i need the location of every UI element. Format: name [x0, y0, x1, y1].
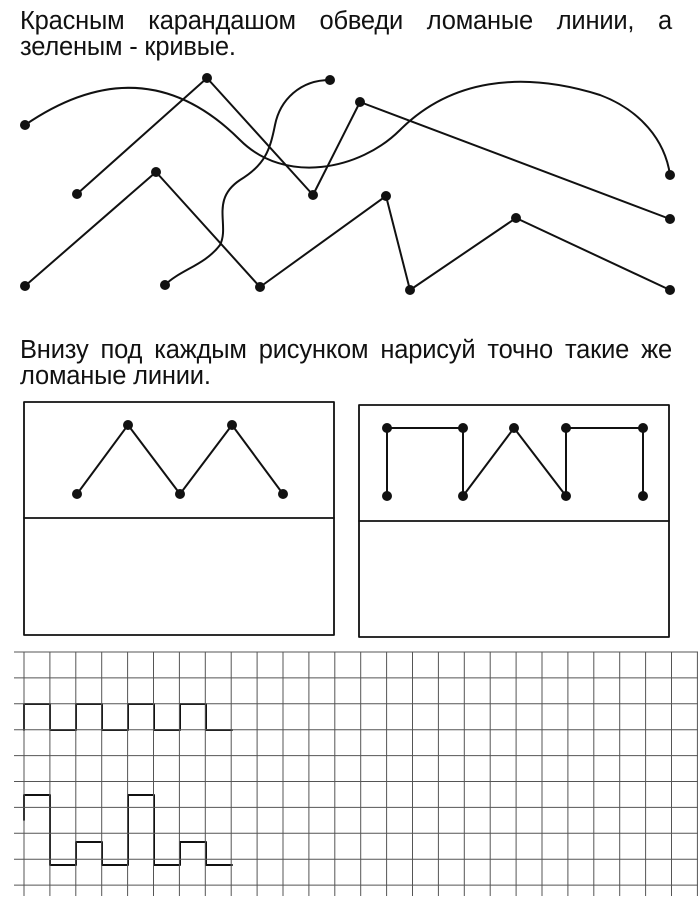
dot	[72, 489, 82, 499]
dot	[325, 75, 335, 85]
dot	[382, 491, 392, 501]
dot	[561, 423, 571, 433]
dot	[123, 420, 133, 430]
dot	[72, 189, 82, 199]
dot	[561, 491, 571, 501]
dot	[355, 97, 365, 107]
dot	[278, 489, 288, 499]
dot	[382, 423, 392, 433]
dot	[509, 423, 519, 433]
broken-line-2[interactable]	[25, 172, 670, 290]
broken-line-1[interactable]	[77, 78, 670, 219]
dot	[255, 282, 265, 292]
dot	[405, 285, 415, 295]
dot	[458, 491, 468, 501]
dot	[20, 281, 30, 291]
dot	[151, 167, 161, 177]
dot	[381, 191, 391, 201]
sample-meander-right	[387, 428, 643, 496]
dot	[308, 190, 318, 200]
instruction-trace-lines: Красным карандашом обведи ломаные линии, а зеленым - кривые.	[20, 7, 672, 61]
dot	[511, 213, 521, 223]
sample-zigzag-left	[77, 425, 283, 494]
dot	[665, 214, 675, 224]
dot	[665, 285, 675, 295]
dot	[665, 170, 675, 180]
instruction-copy-broken-lines: Внизу под каждым рисунком нарисуй точно такие же ломаные линии.	[20, 336, 672, 390]
dot	[20, 120, 30, 130]
dot	[638, 491, 648, 501]
dot	[458, 423, 468, 433]
dot	[202, 73, 212, 83]
dot	[175, 489, 185, 499]
dot	[160, 280, 170, 290]
dot	[638, 423, 648, 433]
dot	[227, 420, 237, 430]
graph-paper-grid	[14, 652, 698, 896]
